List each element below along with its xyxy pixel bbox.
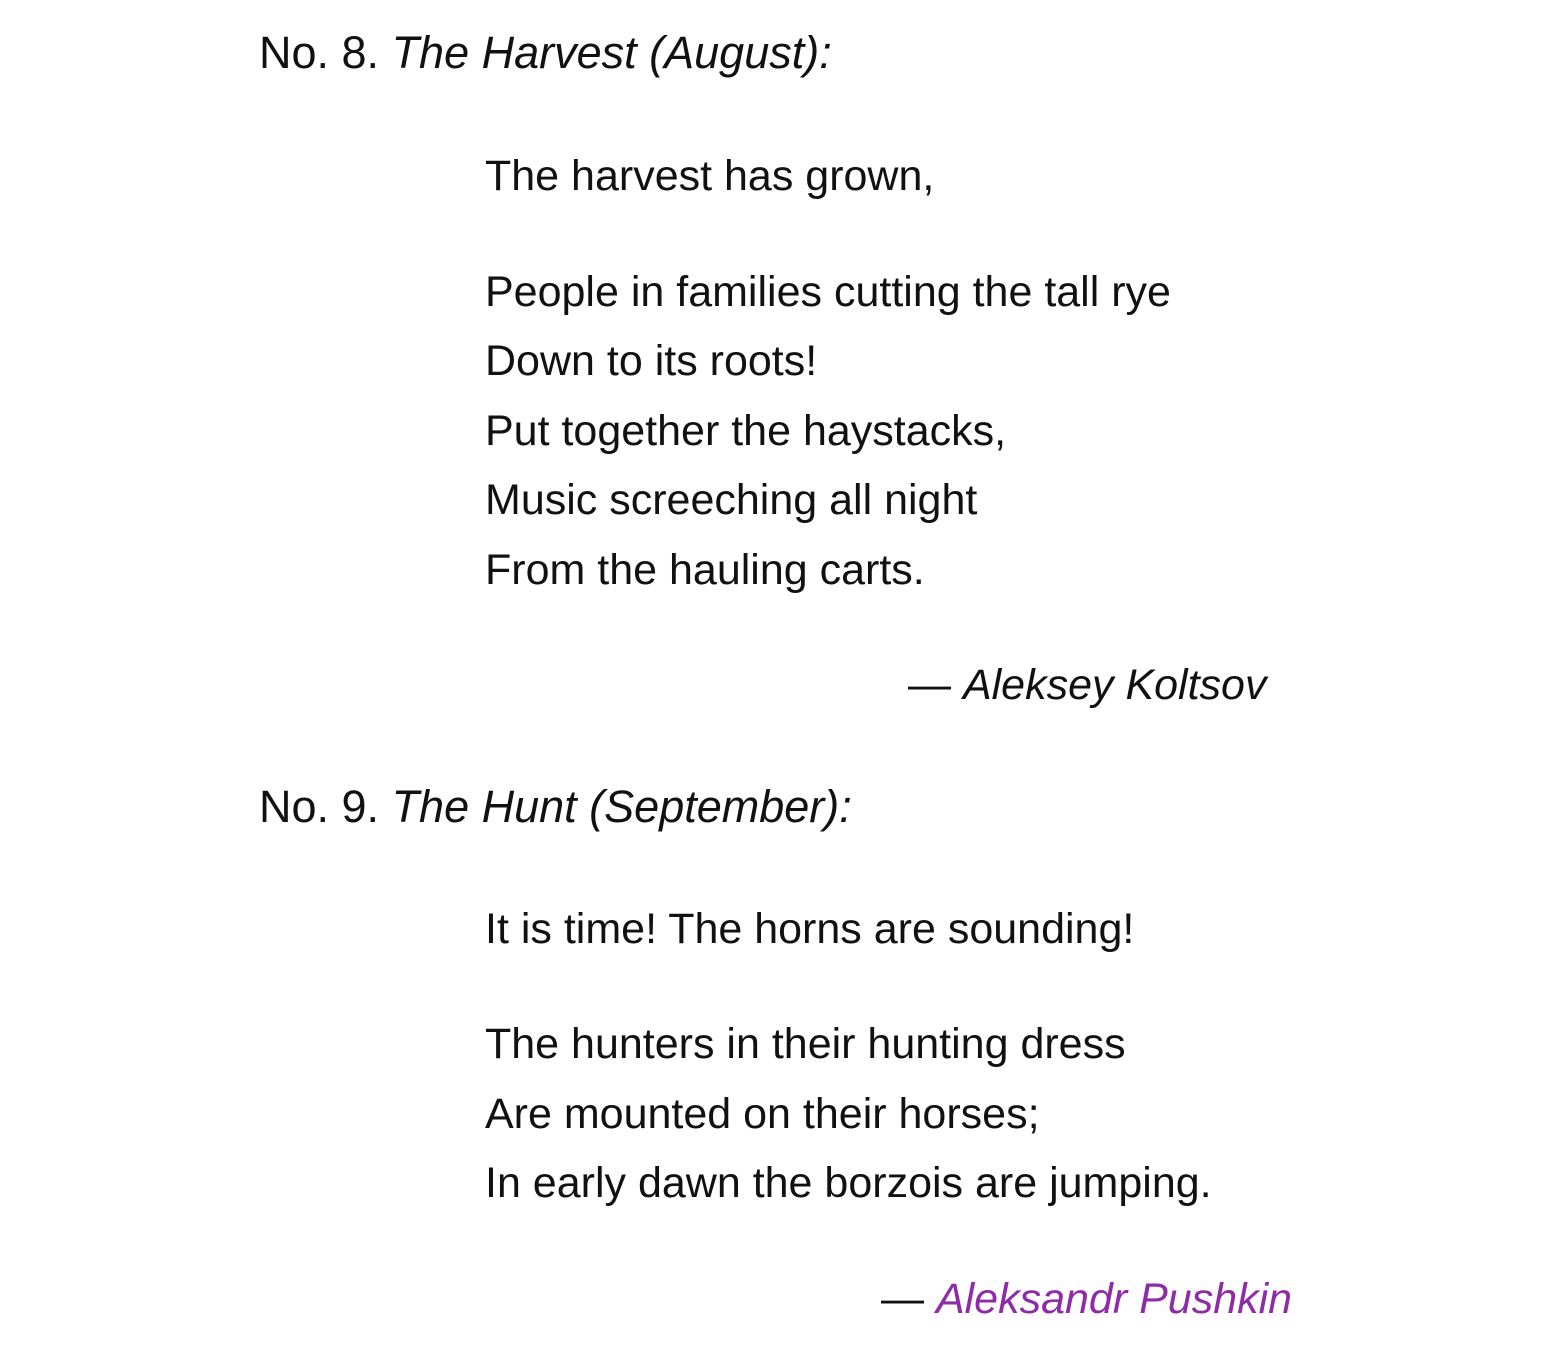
verse-line: Music screeching all night <box>485 476 978 524</box>
section-title: The Harvest (August): <box>391 27 832 78</box>
verse-line: Put together the haystacks, <box>485 407 1007 455</box>
section-number: No. 9. <box>259 781 392 832</box>
verse-line: People in families cutting the tall rye <box>485 268 1171 316</box>
verse-line: The harvest has grown, <box>485 152 935 200</box>
attribution-koltsov <box>908 660 1266 710</box>
attribution-pushkin <box>881 1274 1292 1324</box>
verse-line: In early dawn the borzois are jumping. <box>485 1159 1212 1207</box>
section-heading-hunt <box>259 781 852 833</box>
verse-line: The hunters in their hunting dress <box>485 1020 1126 1068</box>
section-heading-harvest <box>259 27 832 79</box>
author-name: Aleksey Koltsov <box>962 661 1267 709</box>
verse-line: It is time! The horns are sounding! <box>485 905 1135 953</box>
section-title: The Hunt (September): <box>391 781 852 832</box>
author-link-pushkin[interactable]: Aleksandr Pushkin <box>935 1275 1293 1323</box>
attribution-dash: — <box>908 661 963 709</box>
section-number: No. 8. <box>259 27 392 78</box>
verse-line: From the hauling carts. <box>485 546 925 594</box>
verse-line: Down to its roots! <box>485 337 818 385</box>
verse-line: Are mounted on their horses; <box>485 1090 1040 1138</box>
attribution-dash: — <box>881 1275 936 1323</box>
